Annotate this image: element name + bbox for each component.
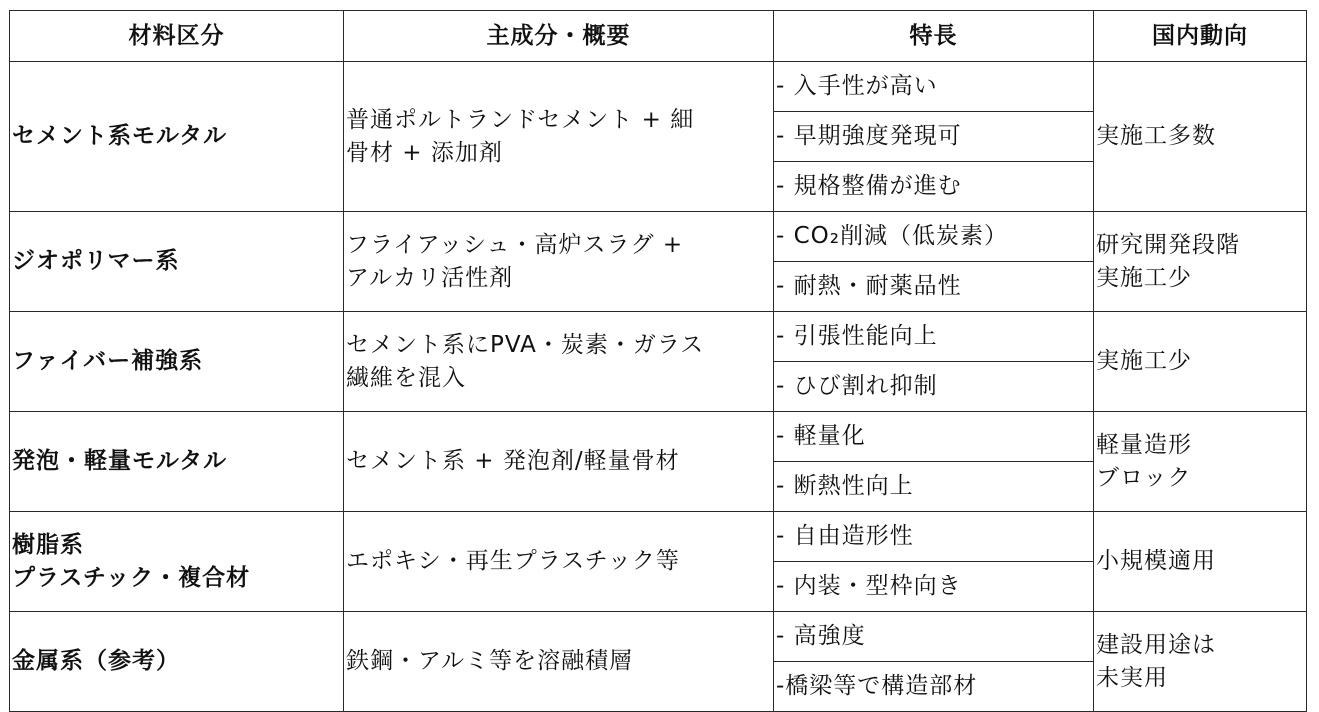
material-label: ジオポリマー系	[12, 248, 180, 274]
material-cell	[10, 312, 344, 412]
feature-cell: - 引張性能向上	[774, 312, 1094, 362]
trend-cell	[1094, 412, 1307, 512]
feature-cell: - ひび割れ抑制	[774, 362, 1094, 412]
materials-comparison-table	[9, 10, 1307, 712]
overview-cell	[344, 62, 774, 212]
trend-cell	[1094, 212, 1307, 312]
material-label: 発泡・軽量モルタル	[12, 448, 228, 474]
trend-line: 実施工少	[1096, 264, 1192, 291]
overview-line: セメント系 + 発泡剤/軽量骨材	[346, 448, 680, 474]
material-label: ファイバー補強系	[12, 348, 204, 374]
feature-cell: - 耐熱・耐薬品性	[774, 262, 1094, 312]
header-material-category: 材料区分	[10, 11, 344, 62]
table-row	[10, 212, 1307, 262]
overview-cell	[344, 312, 774, 412]
overview-cell	[344, 212, 774, 312]
overview-line: 繊維を混入	[346, 364, 466, 391]
feature-cell: - 断熱性向上	[774, 462, 1094, 512]
material-label: 金属系（参考）	[12, 648, 180, 674]
feature-cell: - 高強度	[774, 612, 1094, 662]
trend-line: 建設用途は	[1096, 631, 1216, 658]
header-main-components: 主成分・概要	[344, 11, 774, 62]
table-row	[10, 62, 1307, 112]
trend-cell	[1094, 62, 1307, 212]
overview-line: 普通ポルトランドセメント + 細	[346, 106, 695, 133]
overview-line: 鉄鋼・アルミ等を溶融積層	[346, 648, 634, 674]
material-cell	[10, 612, 344, 712]
material-label: プラスチック・複合材	[12, 564, 251, 591]
feature-cell: - CO₂削減（低炭素）	[774, 212, 1094, 262]
feature-cell: -橋梁等で構造部材	[774, 662, 1094, 712]
trend-line: 実施工多数	[1096, 123, 1216, 149]
overview-line: フライアッシュ・高炉スラグ +	[346, 231, 684, 258]
header-domestic-trend: 国内動向	[1094, 11, 1307, 62]
header-features: 特長	[774, 11, 1094, 62]
overview-line: セメント系にPVA・炭素・ガラス	[346, 331, 705, 358]
trend-line: 小規模適用	[1096, 548, 1216, 574]
trend-line: 実施工少	[1096, 348, 1192, 374]
trend-line: 軽量造形	[1096, 431, 1192, 458]
overview-line: エポキシ・再生プラスチック等	[346, 548, 680, 574]
feature-cell: - 入手性が高い	[774, 62, 1094, 112]
material-label: 樹脂系	[12, 531, 84, 558]
feature-cell: - 軽量化	[774, 412, 1094, 462]
feature-cell: - 自由造形性	[774, 512, 1094, 562]
material-cell	[10, 412, 344, 512]
feature-cell: - 内装・型枠向き	[774, 562, 1094, 612]
table-row	[10, 312, 1307, 362]
header-row	[10, 11, 1307, 62]
material-cell	[10, 62, 344, 212]
overview-cell	[344, 612, 774, 712]
trend-line: 未実用	[1096, 664, 1168, 691]
overview-cell	[344, 512, 774, 612]
trend-cell	[1094, 312, 1307, 412]
table-row	[10, 512, 1307, 562]
overview-line: 骨材 + 添加剤	[346, 139, 503, 166]
trend-cell	[1094, 612, 1307, 712]
feature-cell: - 早期強度発現可	[774, 112, 1094, 162]
trend-cell	[1094, 512, 1307, 612]
material-label: セメント系モルタル	[12, 123, 228, 149]
overview-line: アルカリ活性剤	[346, 264, 514, 291]
table-row	[10, 412, 1307, 462]
overview-cell	[344, 412, 774, 512]
feature-cell: - 規格整備が進む	[774, 162, 1094, 212]
material-cell	[10, 512, 344, 612]
trend-line: 研究開発段階	[1096, 231, 1240, 258]
material-cell	[10, 212, 344, 312]
trend-line: ブロック	[1096, 464, 1192, 491]
table-row	[10, 612, 1307, 662]
